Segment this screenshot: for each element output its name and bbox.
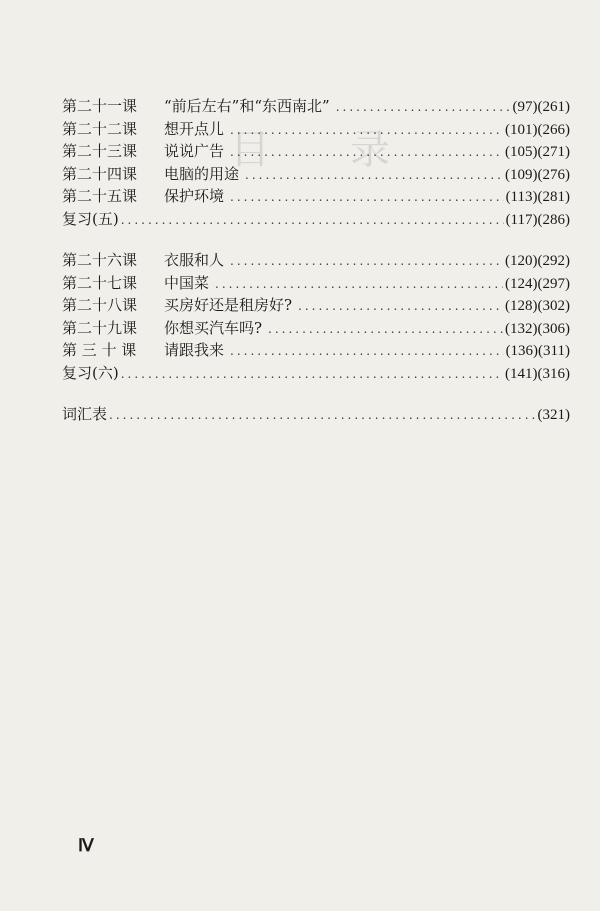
- toc-dot-leader: [121, 367, 503, 381]
- toc-entry-lesson: 第二十二课: [62, 119, 138, 138]
- toc-entry: [62, 294, 570, 317]
- toc-entry: [62, 95, 570, 118]
- toc-entry-pages: (97)(261): [512, 99, 570, 115]
- toc-dot-leader: [268, 322, 503, 336]
- toc-entry-lesson: 第二十六课: [62, 251, 138, 269]
- toc-group-lessons-26-30: [62, 249, 570, 384]
- toc-entry: [62, 185, 570, 208]
- toc-group-vocabulary: [62, 403, 570, 426]
- toc-entry-title: 你想买汽车吗?: [164, 318, 263, 337]
- toc-entry-title: 买房好还是租房好?: [164, 296, 293, 314]
- toc-entry: [62, 339, 570, 362]
- toc-entry-pages: (321): [537, 407, 570, 423]
- toc-entry-title: 中国菜: [164, 273, 210, 292]
- toc-dot-leader: [230, 123, 503, 137]
- toc-entry-pages: (132)(306): [505, 320, 570, 337]
- toc-group-lessons-21-25: [62, 95, 570, 230]
- reverse-side-bleed-through: 目 录: [230, 127, 410, 172]
- toc-entry-pages: (128)(302): [505, 298, 570, 314]
- toc-entry-pages: (141)(316): [505, 365, 570, 382]
- toc-entry-lesson: 第二十九课: [62, 318, 138, 337]
- toc-entry-lesson: 第二十七课: [62, 273, 138, 292]
- toc-entry-lesson: 第 三 十 课: [62, 341, 137, 359]
- toc-dot-leader: [230, 145, 503, 159]
- toc-dot-leader: [109, 408, 535, 422]
- toc-entry-lesson: 复习(六): [62, 363, 119, 382]
- toc-dot-leader: [230, 254, 503, 268]
- toc-entry-pages: (124)(297): [505, 275, 570, 292]
- toc-entry-pages: (101)(266): [505, 121, 570, 138]
- toc-entry: [62, 362, 570, 385]
- toc-entry-lesson: 词汇表: [62, 405, 108, 423]
- toc-dot-leader: [121, 213, 504, 227]
- toc-dot-leader: [336, 100, 511, 114]
- toc-entry: [62, 208, 570, 231]
- toc-entry: [62, 249, 570, 272]
- toc-entry-lesson: 第二十三课: [62, 142, 138, 160]
- toc-dot-leader: [298, 299, 503, 313]
- toc-entry: [62, 163, 570, 186]
- toc-entry-lesson: 第二十四课: [62, 164, 138, 183]
- toc-entry-pages: (109)(276): [505, 166, 570, 183]
- toc-dot-leader: [245, 168, 503, 182]
- toc-dot-leader: [215, 277, 503, 291]
- toc-entry-title: 想开点儿: [164, 119, 225, 138]
- toc-entry-pages: (136)(311): [505, 343, 570, 359]
- toc-entry-pages: (105)(271): [505, 144, 570, 160]
- toc-entry-title: 衣服和人: [164, 251, 225, 269]
- page-number: Ⅳ: [78, 836, 93, 855]
- toc-entry-title: 说说广告: [164, 142, 225, 160]
- toc-entry-title: 保护环境: [164, 187, 225, 205]
- toc-dot-leader: [230, 344, 504, 358]
- toc-entry-lesson: 第二十五课: [62, 187, 138, 205]
- toc-entry-title: 电脑的用途: [164, 164, 240, 183]
- table-of-contents: [62, 95, 570, 426]
- toc-entry: [62, 403, 570, 426]
- toc-entry: [62, 317, 570, 340]
- toc-entry-lesson: 第二十八课: [62, 296, 138, 314]
- toc-entry-title: 请跟我来: [164, 341, 225, 359]
- toc-entry-lesson: 第二十一课: [62, 97, 138, 115]
- toc-entry: [62, 140, 570, 163]
- toc-dot-leader: [230, 190, 504, 204]
- toc-entry: [62, 118, 570, 141]
- toc-entry-pages: (117)(286): [505, 211, 570, 228]
- toc-entry-pages: (113)(281): [505, 189, 570, 205]
- toc-entry-pages: (120)(292): [505, 253, 570, 269]
- toc-entry-title: “前后左右”和“东西南北”: [164, 97, 330, 115]
- toc-entry: [62, 272, 570, 295]
- toc-entry-lesson: 复习(五): [62, 209, 119, 228]
